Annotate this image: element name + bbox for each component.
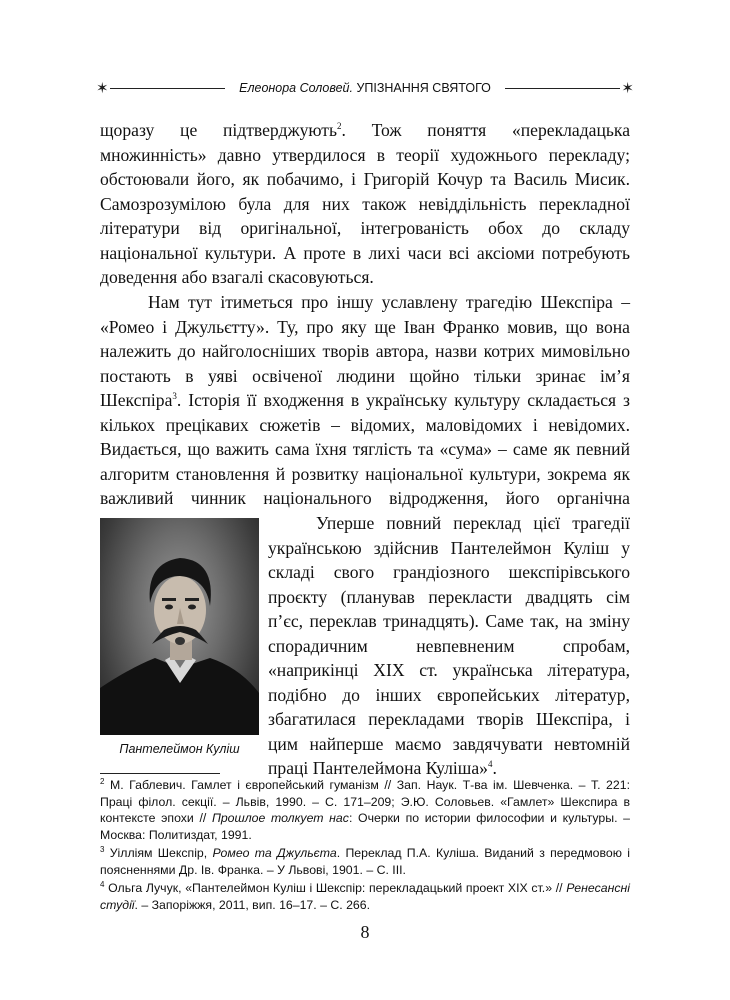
footnote-4 (100, 880, 630, 913)
star-ornament-icon: ✶ (621, 79, 634, 97)
running-head (96, 78, 634, 100)
footnote-text: Уілліям Шекспір, (104, 846, 213, 860)
portrait-image (100, 518, 259, 735)
footnote-ref-2[interactable]: 2 (337, 121, 342, 132)
footnote-number: 2 (100, 776, 105, 786)
star-ornament-icon: ✶ (96, 79, 109, 97)
footnote-ref-4[interactable]: 4 (487, 759, 493, 770)
footnote-text: . – Запоріжжя, 2011, вип. 16–17. – С. 266. (134, 897, 370, 912)
paragraph-1-text-rest: . Тож поняття «перекладацька множинність» давно утвердилося в теорії художнього перекладу; обстоювали його, як побачимо, і Григорій Кочур та Василь Мисик. Самозрозумілою була для них також невіддільність перекладної літератури від оригінальної, інтегрованість обох до складу національної культури. А проте в лихі часи всі аксіоми потребують доведення або взагалі скасовуються. (100, 120, 631, 287)
running-head-rule-left (110, 88, 225, 89)
photo-caption: Пантелеймон Куліш (119, 742, 240, 756)
footnote-text: М. Габлевич. Гамлет і європейський гуманізм // Зап. Наук. Т-ва ім. Шевченка. – Т. 221: Праці філол. секції. – Львів, 1990. – С. 171–209; Э.Ю. Соловьев. «Гамлет» Шекспира в контексте эпохи // (100, 778, 630, 825)
paragraph-1-text: щоразу це підтверджують (100, 120, 338, 140)
paragraph-3-text-a: Уперше повний переклад цієї трагедії українською здійснив Пантелеймон Куліш у складі свого грандіозного шекспірівського проєкту (планував перекласти двадцять сім п’єс, переклав тринадцять). Саме так, на зміну спорадичним невпевненим спробам, «наприкінці XIX ст. українська література, подібно до інших європейських літератур, збагатилася перекладами творів Шекспіра, і цим найперше маємо завдячувати невтомній праці Пантелеймона Куліша» (268, 513, 630, 778)
footnote-2 (100, 777, 630, 843)
page-number: 8 (360, 922, 370, 942)
footnote-text: . Переклад П.А. Куліша. Виданий з передмовою і поясненнями Др. Ів. Франка. – У Львові, 1901. – С. III. (100, 846, 630, 877)
footnote-italic: Ромео та Джульєта (212, 846, 337, 860)
footnote-text: : Очерки по истории философии и культуры. – Москва: Политиздат, 1991. (100, 811, 630, 842)
footnote-number: 4 (100, 879, 105, 889)
footnotes (100, 777, 630, 915)
footnote-ref-3[interactable]: 3 (172, 391, 177, 402)
paragraph-3 (268, 511, 630, 781)
footnote-text: Ольга Лучук, «Пантелеймон Куліш і Шекспір: перекладацький проект XIX ст.» // (104, 881, 567, 895)
footnote-italic: Прошлое толкует нас (211, 811, 349, 825)
paragraph-3-text-b: . (492, 758, 497, 778)
paragraph-1 (100, 118, 630, 290)
running-head-text (230, 80, 500, 96)
running-head-title: УПІЗНАННЯ СВЯТОГО (356, 81, 491, 95)
portrait-photo (100, 518, 259, 735)
footnote-number: 3 (100, 844, 105, 854)
paragraph-2-text-a: Нам тут ітиметься про іншу уславлену трагедію Шекспіра – «Ромео і Джульєтту». Ту, про яку ще Іван Франко мовив, що вона належить до найголосніших творів автора, назви котрих мимовільно постають в уяві освіченої людини щойно тільки зринає ім’я Шекспіра (100, 292, 630, 410)
footnote-italic: Ренесансні студії (100, 881, 630, 912)
running-head-author: Елеонора Соловей. (239, 81, 353, 95)
running-head-rule-right (505, 88, 620, 89)
paragraph-2-text-b: . Історія її входження в українську культуру складається з кількох прецікавих сюжетів – відомих, маловідомих і невідомих. Видається, що важить сама їхня тяглість та «сума» – саме як певний алгоритм становлення й розвитку національної культури, зокрема як важливий чинник національного відродження, його органічна (100, 390, 630, 508)
footnote-rule (100, 773, 220, 774)
paragraph-2 (100, 290, 630, 535)
footnote-3 (100, 845, 630, 878)
